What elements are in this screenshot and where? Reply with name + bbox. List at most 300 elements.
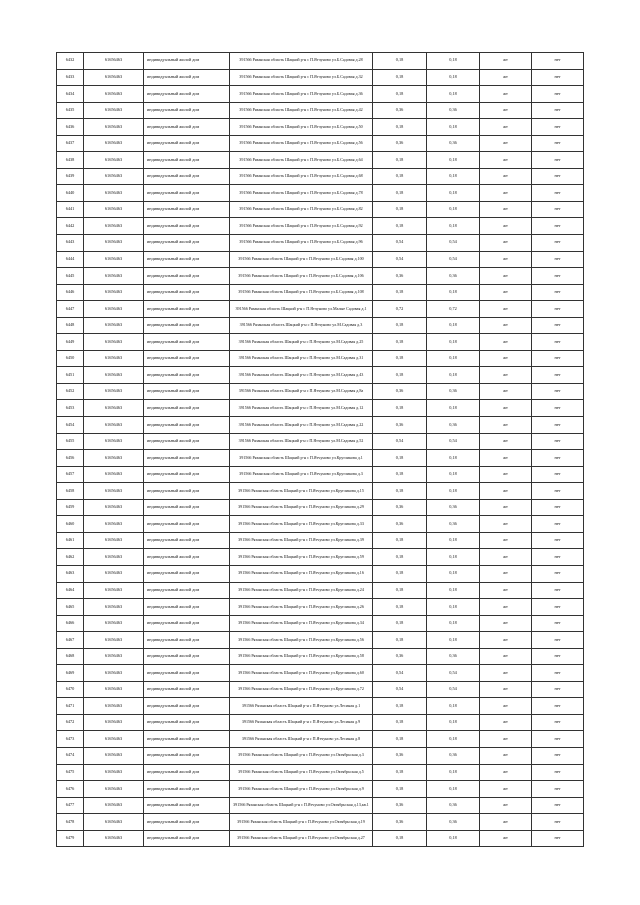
oktmo-code-cell: 61656463 xyxy=(84,764,144,781)
object-type-cell: индивидуальный жилой дом xyxy=(144,367,230,384)
value-1-cell: 0,36 xyxy=(373,814,427,831)
oktmo-code-cell: 61656463 xyxy=(84,383,144,400)
row-number-cell: 6445 xyxy=(57,268,84,285)
address-cell: 391566 Рязанская область Шацкий р-н с П.Ятчуново ул.Малые Садовая д.1 xyxy=(230,301,373,318)
zone-cell: жт xyxy=(480,433,532,450)
table-row xyxy=(57,350,584,367)
flag-cell: нет xyxy=(532,681,584,698)
value-2-cell: 0,36 xyxy=(427,814,480,831)
zone-cell: жт xyxy=(480,632,532,649)
value-2-cell: 0,18 xyxy=(427,565,480,582)
flag-cell: нет xyxy=(532,284,584,301)
address-cell: 391566 Рязанская область Шацкий р-н с П.Ятчуново ул.М.Садовая д.43 xyxy=(230,367,373,384)
table-row xyxy=(57,466,584,483)
value-1-cell: 0,36 xyxy=(373,499,427,516)
row-number-cell: 6442 xyxy=(57,218,84,235)
zone-cell: жт xyxy=(480,747,532,764)
flag-cell: нет xyxy=(532,764,584,781)
address-cell: 391566 Рязанская область Шацкий р-н с П.Ятчуново ул.Б.Садовая д.92 xyxy=(230,218,373,235)
table-row xyxy=(57,53,584,70)
address-cell: 391566 Рязанская область Шацкий р-н с П.Ятчуново ул.Б.Садовая д.32 xyxy=(230,69,373,86)
address-cell: 391566 Рязанская область Шацкий р-н с П.Ятчуново ул.М.Садовая д.3 xyxy=(230,317,373,334)
table-row xyxy=(57,599,584,616)
oktmo-code-cell: 61656463 xyxy=(84,135,144,152)
value-2-cell: 0,18 xyxy=(427,284,480,301)
address-cell: 391566 Рязанская область Шацкий р-н с П.Ятчуново ул.М.Садовая д.12 xyxy=(230,400,373,417)
zone-cell: жт xyxy=(480,317,532,334)
flag-cell: нет xyxy=(532,549,584,566)
value-2-cell: 0,18 xyxy=(427,466,480,483)
table-body xyxy=(57,53,584,847)
value-2-cell: 0,36 xyxy=(427,797,480,814)
object-type-cell: индивидуальный жилой дом xyxy=(144,218,230,235)
oktmo-code-cell: 61656463 xyxy=(84,86,144,103)
zone-cell: жт xyxy=(480,764,532,781)
value-1-cell: 0,18 xyxy=(373,565,427,582)
table-row xyxy=(57,218,584,235)
row-number-cell: 6477 xyxy=(57,797,84,814)
zone-cell: жт xyxy=(480,549,532,566)
oktmo-code-cell: 61656463 xyxy=(84,235,144,252)
row-number-cell: 6446 xyxy=(57,284,84,301)
oktmo-code-cell: 61656463 xyxy=(84,830,144,847)
object-type-cell: индивидуальный жилой дом xyxy=(144,152,230,169)
flag-cell: нет xyxy=(532,383,584,400)
value-2-cell: 0,18 xyxy=(427,764,480,781)
row-number-cell: 6454 xyxy=(57,417,84,434)
oktmo-code-cell: 61656463 xyxy=(84,218,144,235)
table-row xyxy=(57,69,584,86)
value-2-cell: 0,36 xyxy=(427,383,480,400)
row-number-cell: 6450 xyxy=(57,350,84,367)
flag-cell: нет xyxy=(532,830,584,847)
table-row xyxy=(57,814,584,831)
zone-cell: жт xyxy=(480,119,532,136)
row-number-cell: 6459 xyxy=(57,499,84,516)
row-number-cell: 6465 xyxy=(57,599,84,616)
value-1-cell: 0,18 xyxy=(373,201,427,218)
value-1-cell: 0,72 xyxy=(373,301,427,318)
object-type-cell: индивидуальный жилой дом xyxy=(144,417,230,434)
flag-cell: нет xyxy=(532,450,584,467)
value-1-cell: 0,54 xyxy=(373,235,427,252)
value-2-cell: 0,18 xyxy=(427,549,480,566)
zone-cell: жт xyxy=(480,268,532,285)
oktmo-code-cell: 61656463 xyxy=(84,648,144,665)
value-2-cell: 0,18 xyxy=(427,185,480,202)
oktmo-code-cell: 61656463 xyxy=(84,450,144,467)
table-row xyxy=(57,152,584,169)
object-type-cell: индивидуальный жилой дом xyxy=(144,764,230,781)
value-1-cell: 0,18 xyxy=(373,168,427,185)
value-2-cell: 0,18 xyxy=(427,483,480,500)
oktmo-code-cell: 61656463 xyxy=(84,747,144,764)
value-1-cell: 0,54 xyxy=(373,665,427,682)
zone-cell: жт xyxy=(480,599,532,616)
address-cell: 391566 Рязанская область Шацкий р-н с П.Ятчуново ул.Кругликова д.24 xyxy=(230,582,373,599)
oktmo-code-cell: 61656463 xyxy=(84,268,144,285)
oktmo-code-cell: 61656463 xyxy=(84,119,144,136)
value-2-cell: 0,54 xyxy=(427,251,480,268)
object-type-cell: индивидуальный жилой дом xyxy=(144,466,230,483)
oktmo-code-cell: 61656463 xyxy=(84,185,144,202)
flag-cell: нет xyxy=(532,135,584,152)
value-1-cell: 0,18 xyxy=(373,367,427,384)
row-number-cell: 6475 xyxy=(57,764,84,781)
zone-cell: жт xyxy=(480,218,532,235)
value-1-cell: 0,18 xyxy=(373,218,427,235)
value-2-cell: 0,36 xyxy=(427,499,480,516)
flag-cell: нет xyxy=(532,781,584,798)
zone-cell: жт xyxy=(480,86,532,103)
address-cell: 391566 Рязанская область Шацкий р-н с П.Ятчуново ул.Октябрьская д.27 xyxy=(230,830,373,847)
flag-cell: нет xyxy=(532,86,584,103)
row-number-cell: 6472 xyxy=(57,714,84,731)
row-number-cell: 6437 xyxy=(57,135,84,152)
zone-cell: жт xyxy=(480,665,532,682)
table-row xyxy=(57,681,584,698)
value-2-cell: 0,36 xyxy=(427,102,480,119)
object-type-cell: индивидуальный жилой дом xyxy=(144,516,230,533)
row-number-cell: 6479 xyxy=(57,830,84,847)
flag-cell: нет xyxy=(532,747,584,764)
zone-cell: жт xyxy=(480,499,532,516)
object-type-cell: индивидуальный жилой дом xyxy=(144,450,230,467)
row-number-cell: 6438 xyxy=(57,152,84,169)
value-1-cell: 0,18 xyxy=(373,714,427,731)
value-1-cell: 0,18 xyxy=(373,69,427,86)
value-1-cell: 0,18 xyxy=(373,632,427,649)
address-cell: 391566 Рязанская область Шацкий р-н с П.Ятчуново ул.Кругликова д.29 xyxy=(230,499,373,516)
flag-cell: нет xyxy=(532,632,584,649)
object-type-cell: индивидуальный жилой дом xyxy=(144,747,230,764)
object-type-cell: индивидуальный жилой дом xyxy=(144,317,230,334)
object-type-cell: индивидуальный жилой дом xyxy=(144,301,230,318)
value-2-cell: 0,18 xyxy=(427,714,480,731)
row-number-cell: 6441 xyxy=(57,201,84,218)
value-2-cell: 0,18 xyxy=(427,731,480,748)
object-type-cell: индивидуальный жилой дом xyxy=(144,681,230,698)
flag-cell: нет xyxy=(532,714,584,731)
table-row xyxy=(57,201,584,218)
flag-cell: нет xyxy=(532,168,584,185)
flag-cell: нет xyxy=(532,185,584,202)
flag-cell: нет xyxy=(532,565,584,582)
address-cell: 391566 Рязанская область Шацкий р-н с П.Ятчуново ул.Кругликова д.60 xyxy=(230,665,373,682)
address-cell: 391566 Рязанская область Шацкий р-н с П.Ятчуново ул.Б.Садовая д.64 xyxy=(230,152,373,169)
value-1-cell: 0,18 xyxy=(373,53,427,70)
object-type-cell: индивидуальный жилой дом xyxy=(144,268,230,285)
value-2-cell: 0,18 xyxy=(427,69,480,86)
zone-cell: жт xyxy=(480,69,532,86)
value-2-cell: 0,36 xyxy=(427,516,480,533)
object-type-cell: индивидуальный жилой дом xyxy=(144,135,230,152)
address-cell: 391566 Рязанская область Шацкий р-н с П.Ятчуново ул.Октябрьская д.19 xyxy=(230,814,373,831)
zone-cell: жт xyxy=(480,367,532,384)
value-1-cell: 0,18 xyxy=(373,582,427,599)
zone-cell: жт xyxy=(480,830,532,847)
oktmo-code-cell: 61656463 xyxy=(84,417,144,434)
zone-cell: жт xyxy=(480,532,532,549)
object-type-cell: индивидуальный жилой дом xyxy=(144,781,230,798)
flag-cell: нет xyxy=(532,466,584,483)
flag-cell: нет xyxy=(532,417,584,434)
address-cell: 391566 Рязанская область Шацкий р-н с П.Ятчуново ул.Кругликова д.58 xyxy=(230,648,373,665)
object-type-cell: индивидуальный жилой дом xyxy=(144,632,230,649)
table-row xyxy=(57,532,584,549)
flag-cell: нет xyxy=(532,268,584,285)
value-1-cell: 0,18 xyxy=(373,450,427,467)
zone-cell: жт xyxy=(480,168,532,185)
row-number-cell: 6434 xyxy=(57,86,84,103)
address-cell: 391566 Рязанская область Шацкий р-н с П.Ятчуново ул.М.Садовая д.52 xyxy=(230,433,373,450)
value-1-cell: 0,18 xyxy=(373,466,427,483)
table-row xyxy=(57,400,584,417)
object-type-cell: индивидуальный жилой дом xyxy=(144,814,230,831)
table-row xyxy=(57,764,584,781)
row-number-cell: 6457 xyxy=(57,466,84,483)
row-number-cell: 6447 xyxy=(57,301,84,318)
flag-cell: нет xyxy=(532,102,584,119)
value-1-cell: 0,18 xyxy=(373,119,427,136)
zone-cell: жт xyxy=(480,235,532,252)
oktmo-code-cell: 61656463 xyxy=(84,599,144,616)
value-2-cell: 0,36 xyxy=(427,747,480,764)
address-cell: 391566 Рязанская область Шацкий р-н с П.Ятчуново ул.Б.Садовая д.36 xyxy=(230,86,373,103)
object-type-cell: индивидуальный жилой дом xyxy=(144,383,230,400)
table-row xyxy=(57,731,584,748)
row-number-cell: 6476 xyxy=(57,781,84,798)
oktmo-code-cell: 61656463 xyxy=(84,53,144,70)
oktmo-code-cell: 61656463 xyxy=(84,102,144,119)
oktmo-code-cell: 61656463 xyxy=(84,334,144,351)
value-2-cell: 0,18 xyxy=(427,86,480,103)
flag-cell: нет xyxy=(532,665,584,682)
oktmo-code-cell: 61656463 xyxy=(84,317,144,334)
address-cell: 391566 Рязанская область Шацкий р-н с П.Ятчуново ул.М.Садовая д.25 xyxy=(230,334,373,351)
address-cell: 391566 Рязанская область Шацкий р-н с П.Ятчуново ул.Лесиная д.1 xyxy=(230,698,373,715)
object-type-cell: индивидуальный жилой дом xyxy=(144,400,230,417)
zone-cell: жт xyxy=(480,582,532,599)
table-row xyxy=(57,516,584,533)
value-2-cell: 0,18 xyxy=(427,582,480,599)
value-1-cell: 0,36 xyxy=(373,417,427,434)
value-2-cell: 0,18 xyxy=(427,317,480,334)
object-type-cell: индивидуальный жилой дом xyxy=(144,698,230,715)
row-number-cell: 6471 xyxy=(57,698,84,715)
zone-cell: жт xyxy=(480,334,532,351)
table-row xyxy=(57,367,584,384)
object-type-cell: индивидуальный жилой дом xyxy=(144,830,230,847)
oktmo-code-cell: 61656463 xyxy=(84,681,144,698)
address-cell: 391566 Рязанская область Шацкий р-н с П.Ятчуново ул.Лесиная д.8 xyxy=(230,731,373,748)
table-row xyxy=(57,86,584,103)
zone-cell: жт xyxy=(480,201,532,218)
oktmo-code-cell: 61656463 xyxy=(84,201,144,218)
zone-cell: жт xyxy=(480,350,532,367)
flag-cell: нет xyxy=(532,235,584,252)
row-number-cell: 6433 xyxy=(57,69,84,86)
row-number-cell: 6460 xyxy=(57,516,84,533)
zone-cell: жт xyxy=(480,565,532,582)
value-2-cell: 0,36 xyxy=(427,648,480,665)
flag-cell: нет xyxy=(532,731,584,748)
flag-cell: нет xyxy=(532,499,584,516)
address-cell: 391566 Рязанская область Шацкий р-н с П.Ятчуново ул.Кругликова д.15 xyxy=(230,483,373,500)
flag-cell: нет xyxy=(532,350,584,367)
address-cell: 391566 Рязанская область Шацкий р-н с П.Ятчуново ул.Б.Садовая д.78 xyxy=(230,185,373,202)
value-1-cell: 0,36 xyxy=(373,516,427,533)
table-row xyxy=(57,450,584,467)
oktmo-code-cell: 61656463 xyxy=(84,367,144,384)
flag-cell: нет xyxy=(532,301,584,318)
flag-cell: нет xyxy=(532,516,584,533)
address-cell: 391566 Рязанская область Шацкий р-н с П.Ятчуново ул.Кругликова д.56 xyxy=(230,632,373,649)
zone-cell: жт xyxy=(480,483,532,500)
table-row xyxy=(57,301,584,318)
zone-cell: жт xyxy=(480,781,532,798)
flag-cell: нет xyxy=(532,53,584,70)
row-number-cell: 6462 xyxy=(57,549,84,566)
value-1-cell: 0,36 xyxy=(373,383,427,400)
oktmo-code-cell: 61656463 xyxy=(84,632,144,649)
oktmo-code-cell: 61656463 xyxy=(84,516,144,533)
value-2-cell: 0,18 xyxy=(427,698,480,715)
row-number-cell: 6464 xyxy=(57,582,84,599)
row-number-cell: 6449 xyxy=(57,334,84,351)
oktmo-code-cell: 61656463 xyxy=(84,714,144,731)
table-row xyxy=(57,102,584,119)
zone-cell: жт xyxy=(480,615,532,632)
row-number-cell: 6444 xyxy=(57,251,84,268)
address-cell: 391566 Рязанская область Шацкий р-н с П.Ятчуново ул.Б.Садовая д.68 xyxy=(230,168,373,185)
oktmo-code-cell: 61656463 xyxy=(84,466,144,483)
value-2-cell: 0,18 xyxy=(427,615,480,632)
zone-cell: жт xyxy=(480,417,532,434)
zone-cell: жт xyxy=(480,681,532,698)
value-2-cell: 0,54 xyxy=(427,665,480,682)
table-row xyxy=(57,549,584,566)
value-2-cell: 0,18 xyxy=(427,168,480,185)
oktmo-code-cell: 61656463 xyxy=(84,698,144,715)
oktmo-code-cell: 61656463 xyxy=(84,168,144,185)
flag-cell: нет xyxy=(532,119,584,136)
value-2-cell: 0,18 xyxy=(427,450,480,467)
value-2-cell: 0,18 xyxy=(427,367,480,384)
row-number-cell: 6461 xyxy=(57,532,84,549)
object-type-cell: индивидуальный жилой дом xyxy=(144,532,230,549)
zone-cell: жт xyxy=(480,400,532,417)
row-number-cell: 6439 xyxy=(57,168,84,185)
flag-cell: нет xyxy=(532,69,584,86)
flag-cell: нет xyxy=(532,532,584,549)
table-row xyxy=(57,383,584,400)
value-1-cell: 0,36 xyxy=(373,648,427,665)
address-cell: 391566 Рязанская область Шацкий р-н с П.Ятчуново ул.Кругликова д.1 xyxy=(230,450,373,467)
value-1-cell: 0,18 xyxy=(373,483,427,500)
address-cell: 391566 Рязанская область Шацкий р-н с П.Ятчуново ул.Лесиная д.9 xyxy=(230,714,373,731)
value-2-cell: 0,18 xyxy=(427,53,480,70)
zone-cell: жт xyxy=(480,152,532,169)
value-2-cell: 0,36 xyxy=(427,135,480,152)
table-row xyxy=(57,698,584,715)
row-number-cell: 6469 xyxy=(57,665,84,682)
oktmo-code-cell: 61656463 xyxy=(84,565,144,582)
row-number-cell: 6443 xyxy=(57,235,84,252)
value-2-cell: 0,72 xyxy=(427,301,480,318)
value-1-cell: 0,18 xyxy=(373,764,427,781)
value-1-cell: 0,36 xyxy=(373,268,427,285)
oktmo-code-cell: 61656463 xyxy=(84,499,144,516)
oktmo-code-cell: 61656463 xyxy=(84,69,144,86)
table-row xyxy=(57,747,584,764)
zone-cell: жт xyxy=(480,102,532,119)
value-2-cell: 0,18 xyxy=(427,599,480,616)
object-type-cell: индивидуальный жилой дом xyxy=(144,714,230,731)
table-row xyxy=(57,830,584,847)
address-cell: 391566 Рязанская область Шацкий р-н с П.Ятчуново ул.Кругликова д.72 xyxy=(230,681,373,698)
object-type-cell: индивидуальный жилой дом xyxy=(144,350,230,367)
table-row xyxy=(57,665,584,682)
oktmo-code-cell: 61656463 xyxy=(84,814,144,831)
object-type-cell: индивидуальный жилой дом xyxy=(144,499,230,516)
object-type-cell: индивидуальный жилой дом xyxy=(144,648,230,665)
oktmo-code-cell: 61656463 xyxy=(84,152,144,169)
object-type-cell: индивидуальный жилой дом xyxy=(144,201,230,218)
value-2-cell: 0,18 xyxy=(427,830,480,847)
value-2-cell: 0,18 xyxy=(427,532,480,549)
row-number-cell: 6467 xyxy=(57,632,84,649)
flag-cell: нет xyxy=(532,582,584,599)
table-row xyxy=(57,714,584,731)
object-type-cell: индивидуальный жилой дом xyxy=(144,168,230,185)
flag-cell: нет xyxy=(532,615,584,632)
row-number-cell: 6453 xyxy=(57,400,84,417)
value-1-cell: 0,54 xyxy=(373,433,427,450)
oktmo-code-cell: 61656463 xyxy=(84,400,144,417)
address-cell: 391566 Рязанская область Шацкий р-н с П.Ятчуново ул.Октябрьская д.13,кв.1 xyxy=(230,797,373,814)
table-row xyxy=(57,582,584,599)
table-row xyxy=(57,251,584,268)
object-type-cell: индивидуальный жилой дом xyxy=(144,582,230,599)
value-1-cell: 0,54 xyxy=(373,251,427,268)
zone-cell: жт xyxy=(480,251,532,268)
value-1-cell: 0,18 xyxy=(373,86,427,103)
object-type-cell: индивидуальный жилой дом xyxy=(144,483,230,500)
row-number-cell: 6478 xyxy=(57,814,84,831)
address-cell: 391566 Рязанская область Шацкий р-н с П.Ятчуново ул.Б.Садовая д.106 xyxy=(230,268,373,285)
value-1-cell: 0,36 xyxy=(373,135,427,152)
row-number-cell: 6466 xyxy=(57,615,84,632)
row-number-cell: 6432 xyxy=(57,53,84,70)
value-1-cell: 0,18 xyxy=(373,731,427,748)
value-2-cell: 0,36 xyxy=(427,268,480,285)
address-cell: 391566 Рязанская область Шацкий р-н с П.Ятчуново ул.Б.Садовая д.56 xyxy=(230,135,373,152)
row-number-cell: 6470 xyxy=(57,681,84,698)
row-number-cell: 6473 xyxy=(57,731,84,748)
address-cell: 391566 Рязанская область Шацкий р-н с П.Ятчуново ул.М.Садовая д.22 xyxy=(230,417,373,434)
address-cell: 391566 Рязанская область Шацкий р-н с П.Ятчуново ул.Кругликова д.33 xyxy=(230,516,373,533)
row-number-cell: 6474 xyxy=(57,747,84,764)
value-1-cell: 0,36 xyxy=(373,797,427,814)
value-2-cell: 0,18 xyxy=(427,400,480,417)
value-2-cell: 0,18 xyxy=(427,334,480,351)
row-number-cell: 6451 xyxy=(57,367,84,384)
oktmo-code-cell: 61656463 xyxy=(84,615,144,632)
object-type-cell: индивидуальный жилой дом xyxy=(144,565,230,582)
address-cell: 391566 Рязанская область Шацкий р-н с П.Ятчуново ул.М.Садовая д.8а xyxy=(230,383,373,400)
object-type-cell: индивидуальный жилой дом xyxy=(144,665,230,682)
